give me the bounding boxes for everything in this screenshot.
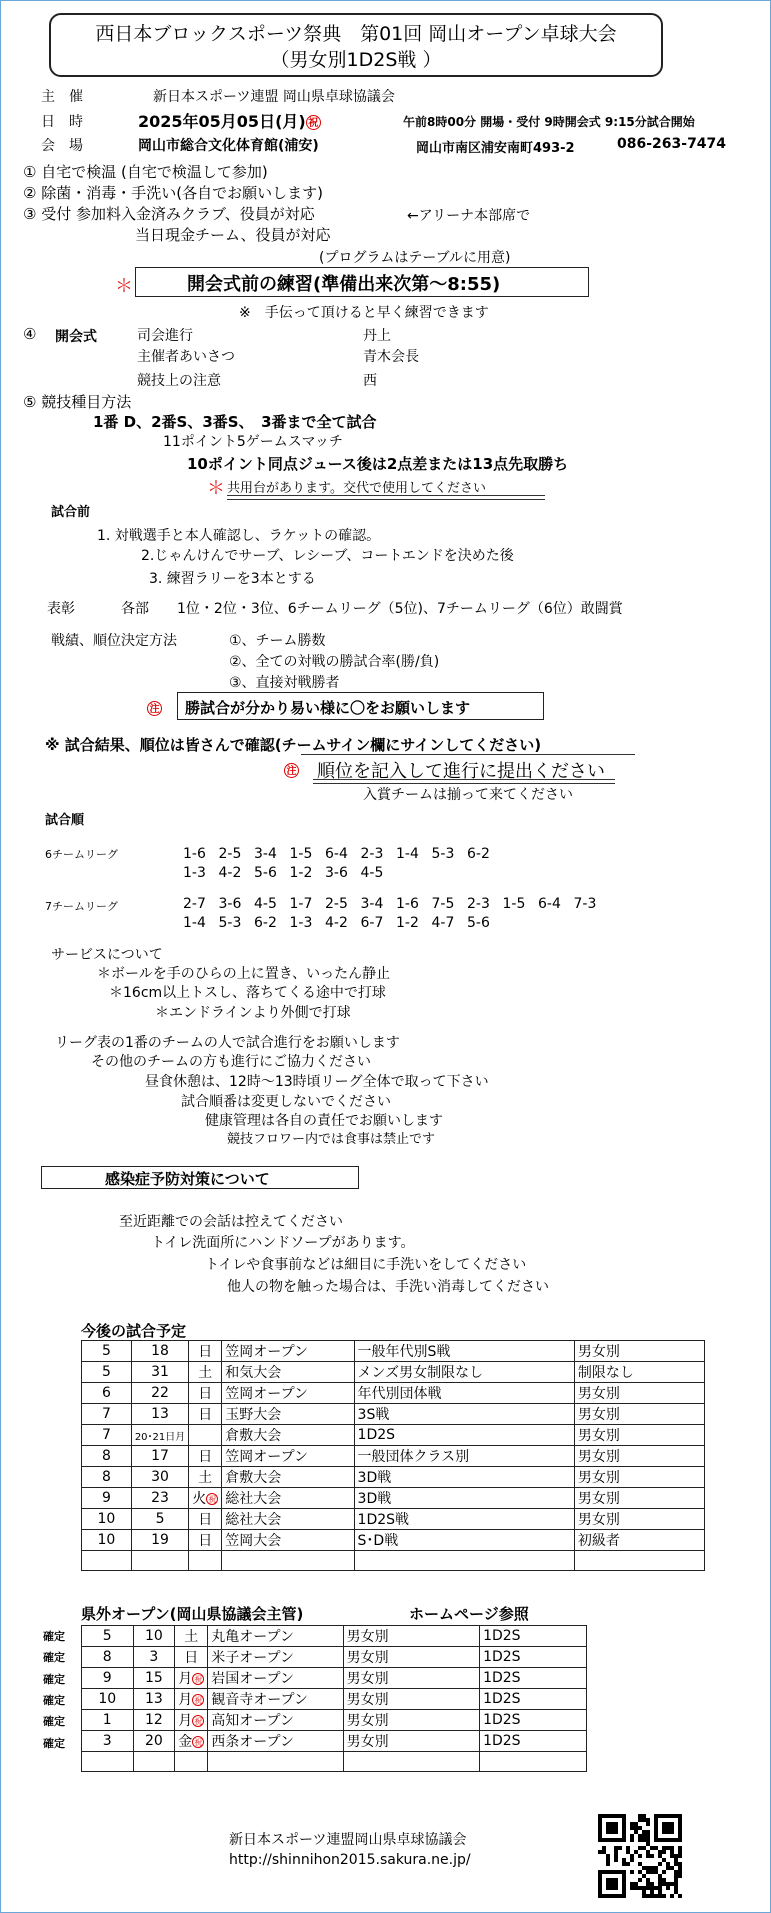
- table-cell: 3: [82, 1731, 134, 1752]
- table-cell: 8: [82, 1467, 132, 1488]
- confirmed-label: 確定: [43, 1736, 65, 1750]
- table-cell: 火 祝: [189, 1488, 222, 1509]
- confirmed-label: 確定: [43, 1693, 65, 1707]
- awards-text: 1位・2位・3位、6チームリーグ（5位)、7チームリーグ（6位）敢闘賞: [177, 601, 623, 617]
- confirmed-label: 確定: [43, 1672, 65, 1686]
- note-3: 昼食休憩は、12時～13時頃リーグ全体で取って下さい: [145, 1074, 489, 1090]
- holiday-mark: 祝: [194, 1675, 203, 1684]
- ceremony-num: ④: [23, 325, 37, 343]
- table-cell: 玉野大会: [222, 1404, 354, 1425]
- table-cell: [82, 1551, 132, 1571]
- table-cell: 8: [82, 1647, 134, 1668]
- pairing-cell: 2-3: [360, 846, 384, 862]
- table-row: [82, 1668, 587, 1689]
- submit-mark: [284, 760, 299, 779]
- table-cell: 月 祝: [175, 1689, 208, 1710]
- table-cell: 20･21日月: [131, 1425, 188, 1446]
- qr-code-icon[interactable]: [598, 1814, 682, 1898]
- schedule: 午前8時00分 開場・受付 9時開会式 9:15分試合開始: [403, 115, 695, 129]
- ranking-3: ③、直接対戦勝者: [229, 675, 340, 691]
- before-item-1: 1. 対戦選手と本人確認し、ラケットの確認。: [97, 528, 381, 544]
- table-cell: [175, 1752, 208, 1772]
- note-mark-icon: 注: [147, 701, 162, 716]
- six-team-label: 6チームリーグ: [45, 848, 118, 861]
- table-cell: 5: [82, 1341, 132, 1362]
- ceremony-person: 丹上: [363, 328, 391, 344]
- table-cell: 13: [133, 1689, 175, 1710]
- table-cell: 10: [133, 1626, 175, 1647]
- title-box: [49, 13, 663, 77]
- table-cell: 総社大会: [222, 1509, 354, 1530]
- table-cell: 男女別: [574, 1341, 704, 1362]
- note-5: 健康管理は各自の責任でお願いします: [205, 1113, 443, 1129]
- table-cell: 制限なし: [574, 1362, 704, 1383]
- holiday-mark: 祝: [194, 1717, 203, 1726]
- table-cell: 15: [133, 1668, 175, 1689]
- event-date: [138, 109, 321, 132]
- pairing-cell: 2-3: [467, 896, 490, 912]
- footer-org: 新日本スポーツ連盟岡山県卓球協議会: [229, 1832, 467, 1848]
- table-row: [82, 1383, 705, 1404]
- table-cell: 3D戦: [354, 1488, 574, 1509]
- method-line3: 10ポイント同点ジュース後は2点差または13点先取勝ち: [187, 455, 569, 473]
- pairing-cell: 5-3: [431, 846, 455, 862]
- pairing-cell: 6-2: [254, 915, 277, 931]
- table-cell: 男女別: [574, 1509, 704, 1530]
- table-cell: [189, 1425, 222, 1446]
- note-2: その他のチームの方も進行にご協力ください: [91, 1054, 371, 1070]
- pairing-cell: 1-6: [183, 846, 206, 862]
- holiday-mark: 祝: [208, 1495, 217, 1504]
- confirmed-label: 確定: [43, 1651, 65, 1665]
- table-row: [82, 1626, 587, 1647]
- table-cell: 米子オープン: [208, 1647, 343, 1668]
- table-cell: メンズ男女制限なし: [354, 1362, 574, 1383]
- table-cell: 笠岡オープン: [222, 1341, 354, 1362]
- table-cell: 笠岡オープン: [222, 1383, 354, 1404]
- service-rule-1: ＊ボールを手のひらの上に置き、いったん静止: [97, 966, 391, 982]
- before-item-3: 3. 練習ラリーを3本とする: [149, 571, 316, 587]
- practice-note: ※ 手伝って頂けると早く練習できます: [239, 305, 489, 321]
- order-heading: 試合順: [45, 813, 85, 828]
- table-cell: 岩国オープン: [208, 1668, 343, 1689]
- table-row: [82, 1467, 705, 1488]
- seven-team-label: 7チームリーグ: [45, 900, 118, 913]
- table-cell: 土: [175, 1626, 208, 1647]
- table-row: [82, 1362, 705, 1383]
- submit-mark-icon: 注: [284, 763, 299, 778]
- pairing-cell: 1-2: [289, 865, 313, 881]
- pairing-cell: 1-4: [183, 915, 206, 931]
- table-cell: 1D2S: [480, 1689, 587, 1710]
- table-cell: 22: [131, 1383, 188, 1404]
- table-cell: 1D2S戦: [354, 1509, 574, 1530]
- pairing-cell: 7-3: [573, 896, 597, 912]
- address: 岡山市南区浦安南町493-2: [416, 141, 575, 156]
- table-cell: [208, 1752, 343, 1772]
- infection-4: 他人の物を触った場合は、手洗い消毒してください: [227, 1279, 549, 1295]
- table-cell: 日: [175, 1647, 208, 1668]
- pairing-cell: 1-7: [289, 896, 313, 912]
- table-cell: 日: [189, 1446, 222, 1467]
- pairing-cell: 4-5: [360, 865, 384, 881]
- pairing-cell: 3-4: [254, 846, 277, 862]
- table-cell: 3: [133, 1647, 175, 1668]
- pairing-cell: 6-2: [467, 846, 490, 862]
- table-cell: 12: [133, 1710, 175, 1731]
- note-1: リーグ表の1番のチームの人で試合進行をお願いします: [55, 1035, 400, 1051]
- awards-category: 各部: [121, 601, 149, 617]
- table-row: [82, 1530, 705, 1551]
- pairing-cell: 4-2: [325, 915, 348, 931]
- organizer-label: 主 催: [41, 89, 83, 105]
- table-cell: 年代別団体戦: [354, 1383, 574, 1404]
- table-cell: 8: [82, 1446, 132, 1467]
- pairing-cell: 2-7: [183, 896, 206, 912]
- infection-heading: 感染症予防対策について: [105, 1170, 270, 1188]
- ceremony-person: 青木会長: [363, 349, 419, 365]
- table-cell: 6: [82, 1383, 132, 1404]
- table-cell: 日: [189, 1509, 222, 1530]
- method-line2: 11ポイント5ゲームスマッチ: [163, 434, 343, 450]
- submit-text: 順位を記入して進行に提出ください: [317, 761, 605, 782]
- table-cell: [82, 1752, 134, 1772]
- table-row: [82, 1446, 705, 1467]
- results-underline: [301, 754, 635, 755]
- table-cell: 10: [82, 1509, 132, 1530]
- table-cell: 西条オープン: [208, 1731, 343, 1752]
- holiday-mark: 祝: [194, 1738, 203, 1747]
- note-4: 試合順番は変更しないでください: [181, 1094, 391, 1110]
- table-cell: 月 祝: [175, 1668, 208, 1689]
- ranking-2: ②、全ての対戦の勝試合率(勝/負): [229, 654, 440, 670]
- holiday-mark: 祝: [194, 1696, 203, 1705]
- shared-table-note: 共用台があります。交代で使用してください: [227, 481, 486, 496]
- table-cell: 18: [131, 1341, 188, 1362]
- pairing-cell: 1-3: [183, 865, 206, 881]
- table-cell: 初級者: [574, 1530, 704, 1551]
- table-cell: 高知オープン: [208, 1710, 343, 1731]
- table-cell: 総社大会: [222, 1488, 354, 1509]
- pairing-cell: 3-4: [360, 896, 384, 912]
- future-schedule-table: [81, 1340, 705, 1571]
- organizer: 新日本スポーツ連盟 岡山県卓球協議会: [153, 89, 395, 105]
- table-cell: [222, 1551, 354, 1571]
- results-line: ※ 試合結果、順位は皆さんで確認(チームサイン欄にサインしてください): [45, 736, 542, 754]
- ceremony-item: 司会進行: [137, 328, 193, 344]
- table-row: [82, 1341, 705, 1362]
- table-cell: 1D2S: [480, 1731, 587, 1752]
- ceremony-item: 主催者あいさつ: [137, 349, 235, 365]
- table-cell: [354, 1551, 574, 1571]
- pairing-cell: 3-6: [325, 865, 348, 881]
- pairing-cell: 1-5: [289, 846, 313, 862]
- table-cell: 観音寺オープン: [208, 1689, 343, 1710]
- table-cell: 1D2S: [354, 1425, 574, 1446]
- note-6: 競技フロワー内では食事は禁止です: [227, 1132, 436, 1147]
- pairing-cell: 5-3: [218, 915, 242, 931]
- footer-url[interactable]: http://shinnihon2015.sakura.ne.jp/: [229, 1852, 471, 1868]
- pairing-cell: 2-5: [218, 846, 242, 862]
- pairing-cell: 4-7: [431, 915, 455, 931]
- ceremony-item: 競技上の注意: [137, 373, 221, 389]
- table-cell: 1D2S: [480, 1626, 587, 1647]
- future-heading: 今後の試合予定: [81, 1322, 187, 1340]
- pairing-cell: 4-5: [254, 896, 277, 912]
- step-2: ② 除菌・消毒・手洗い(各自でお願いします): [23, 184, 323, 202]
- note-mark: [147, 698, 162, 717]
- table-cell: 倉敷大会: [222, 1467, 354, 1488]
- pairing-cell: 1-6: [396, 896, 419, 912]
- practice-text: 開会式前の練習(準備出来次第～8:55): [187, 274, 501, 295]
- table-cell: 男女別: [574, 1488, 704, 1509]
- before-item-2: 2.じゃんけんでサーブ、レシーブ、コートエンドを決めた後: [141, 548, 514, 564]
- table-cell: 男女別: [574, 1404, 704, 1425]
- ceremony-label: 開会式: [55, 329, 97, 345]
- table-row: [82, 1488, 705, 1509]
- table-cell: 笠岡大会: [222, 1530, 354, 1551]
- homepage-ref: ホームページ参照: [409, 1605, 529, 1623]
- table-cell: 日: [189, 1404, 222, 1425]
- table-cell: 一般団体クラス別: [354, 1446, 574, 1467]
- ranking-note: 勝試合が分かり易い様に〇をお願いします: [185, 699, 471, 717]
- table-cell: 土: [189, 1362, 222, 1383]
- table-cell: 30: [131, 1467, 188, 1488]
- table-cell: [343, 1752, 479, 1772]
- table-cell: 日: [189, 1383, 222, 1404]
- table-cell: 31: [131, 1362, 188, 1383]
- infection-1: 至近距離での会話は控えてください: [119, 1214, 343, 1230]
- table-cell: 笠岡オープン: [222, 1446, 354, 1467]
- table-cell: 7: [82, 1404, 132, 1425]
- practice-star: ＊: [115, 276, 133, 297]
- table-cell: 10: [82, 1530, 132, 1551]
- table-cell: 19: [131, 1530, 188, 1551]
- service-heading: サービスについて: [51, 947, 163, 963]
- table-cell: 17: [131, 1446, 188, 1467]
- table-row: [82, 1731, 587, 1752]
- table-cell: 倉敷大会: [222, 1425, 354, 1446]
- table-cell: 10: [82, 1689, 134, 1710]
- table-cell: [574, 1551, 704, 1571]
- confirmed-label: 確定: [43, 1630, 65, 1643]
- table-cell: 23: [131, 1488, 188, 1509]
- table-cell: 13: [131, 1404, 188, 1425]
- step-1: ① 自宅で検温 (自宅で検温して参加): [23, 163, 268, 181]
- holiday-mark: 祝: [306, 115, 321, 130]
- method-line1: 1番 D、2番S、3番S、 3番まで全て試合: [93, 413, 377, 431]
- table-cell: 男女別: [574, 1383, 704, 1404]
- shared-underline: [227, 495, 545, 500]
- table-cell: 男女別: [574, 1446, 704, 1467]
- outside-open-table: [81, 1625, 587, 1772]
- winners-note: 入賞チームは揃って来てください: [363, 787, 573, 803]
- table-row: [82, 1689, 587, 1710]
- date-text: 2025年05月05日(月): [138, 112, 306, 131]
- table-cell: [131, 1551, 188, 1571]
- table-row: [82, 1647, 587, 1668]
- program-note: (プログラムはテーブルに用意): [319, 250, 511, 266]
- table-cell: 1D2S: [480, 1710, 587, 1731]
- pairing-cell: 6-4: [325, 846, 348, 862]
- date-label: 日 時: [41, 114, 83, 130]
- pairing-cell: 5-6: [254, 865, 277, 881]
- pairing-cell: 1-5: [502, 896, 526, 912]
- service-rule-3: ＊エンドラインより外側で打球: [155, 1005, 351, 1021]
- table-cell: 男女別: [574, 1425, 704, 1446]
- table-cell: 5: [82, 1626, 134, 1647]
- table-cell: 5: [131, 1509, 188, 1530]
- pairing-cell: 1-4: [396, 846, 419, 862]
- table-cell: 9: [82, 1488, 132, 1509]
- table-cell: 3S戦: [354, 1404, 574, 1425]
- pairing-cell: 2-5: [325, 896, 348, 912]
- table-cell: S･D戦: [354, 1530, 574, 1551]
- infection-3: トイレや食事前などは細目に手洗いをしてください: [205, 1257, 527, 1273]
- pairing-cell: 7-5: [431, 896, 455, 912]
- table-row: [82, 1509, 705, 1530]
- table-cell: 20: [133, 1731, 175, 1752]
- table-cell: 和気大会: [222, 1362, 354, 1383]
- pairing-cell: 4-2: [218, 865, 242, 881]
- table-row: [82, 1404, 705, 1425]
- title-line2: （男女別1D2S戦 ）: [270, 49, 442, 71]
- table-cell: 7: [82, 1425, 132, 1446]
- pairing-cell: 3-6: [218, 896, 242, 912]
- ranking-1: ①、チーム勝数: [229, 633, 326, 649]
- before-heading: 試合前: [51, 505, 91, 520]
- shared-star: ＊: [207, 478, 225, 499]
- venue: 岡山市総合文化体育館(浦安): [138, 138, 319, 154]
- table-cell: 男女別: [574, 1467, 704, 1488]
- arena-note: ←アリーナ本部席で: [407, 208, 531, 224]
- table-cell: 5: [82, 1362, 132, 1383]
- table-cell: 男女別: [343, 1710, 479, 1731]
- pairing-cell: 1-2: [396, 915, 419, 931]
- table-cell: 金 祝: [175, 1731, 208, 1752]
- title-line1: 西日本ブロックスポーツ祭典 第01回 岡山オープン卓球大会: [95, 23, 617, 45]
- pairing-cell: 6-4: [538, 896, 561, 912]
- table-row: [82, 1425, 705, 1446]
- outside-heading: 県外オープン(岡山県協議会主管): [81, 1605, 304, 1623]
- table-cell: 1D2S: [480, 1647, 587, 1668]
- venue-label: 会 場: [41, 138, 83, 154]
- confirmed-label: 確定: [43, 1715, 65, 1729]
- infection-2: トイレ洗面所にハンドソープがあります。: [151, 1235, 415, 1251]
- table-cell: 男女別: [343, 1626, 479, 1647]
- ranking-label: 戦績、順位決定方法: [51, 633, 177, 649]
- table-cell: 丸亀オープン: [208, 1626, 343, 1647]
- table-cell: 9: [82, 1668, 134, 1689]
- table-row: [82, 1551, 705, 1571]
- table-cell: [480, 1752, 587, 1772]
- table-cell: 一般年代別S戦: [354, 1341, 574, 1362]
- table-cell: 男女別: [343, 1731, 479, 1752]
- step-3: ③ 受付 参加料入金済みクラブ、役員が対応: [23, 205, 315, 223]
- pairing-cell: 5-6: [467, 915, 490, 931]
- table-cell: 月 祝: [175, 1710, 208, 1731]
- table-cell: [133, 1752, 175, 1772]
- table-cell: 男女別: [343, 1689, 479, 1710]
- table-cell: 1D2S: [480, 1668, 587, 1689]
- step-3-cash: 当日現金チーム、役員が対応: [135, 226, 331, 244]
- pairing-cell: 6-7: [360, 915, 384, 931]
- ceremony-person: 西: [363, 373, 377, 389]
- method-heading: ⑤ 競技種目方法: [23, 393, 132, 411]
- table-row: [82, 1752, 587, 1772]
- table-cell: 土: [189, 1467, 222, 1488]
- table-cell: 1: [82, 1710, 134, 1731]
- table-cell: 日: [189, 1341, 222, 1362]
- table-cell: [189, 1551, 222, 1571]
- service-rule-2: ＊16cm以上トスし、落ちてくる途中で打球: [109, 985, 386, 1001]
- pairing-cell: 1-3: [289, 915, 313, 931]
- table-cell: 男女別: [343, 1647, 479, 1668]
- table-cell: 日: [189, 1530, 222, 1551]
- phone: 086-263-7474: [617, 136, 727, 152]
- awards-label: 表彰: [47, 601, 75, 617]
- table-cell: 男女別: [343, 1668, 479, 1689]
- table-cell: 3D戦: [354, 1467, 574, 1488]
- table-row: [82, 1710, 587, 1731]
